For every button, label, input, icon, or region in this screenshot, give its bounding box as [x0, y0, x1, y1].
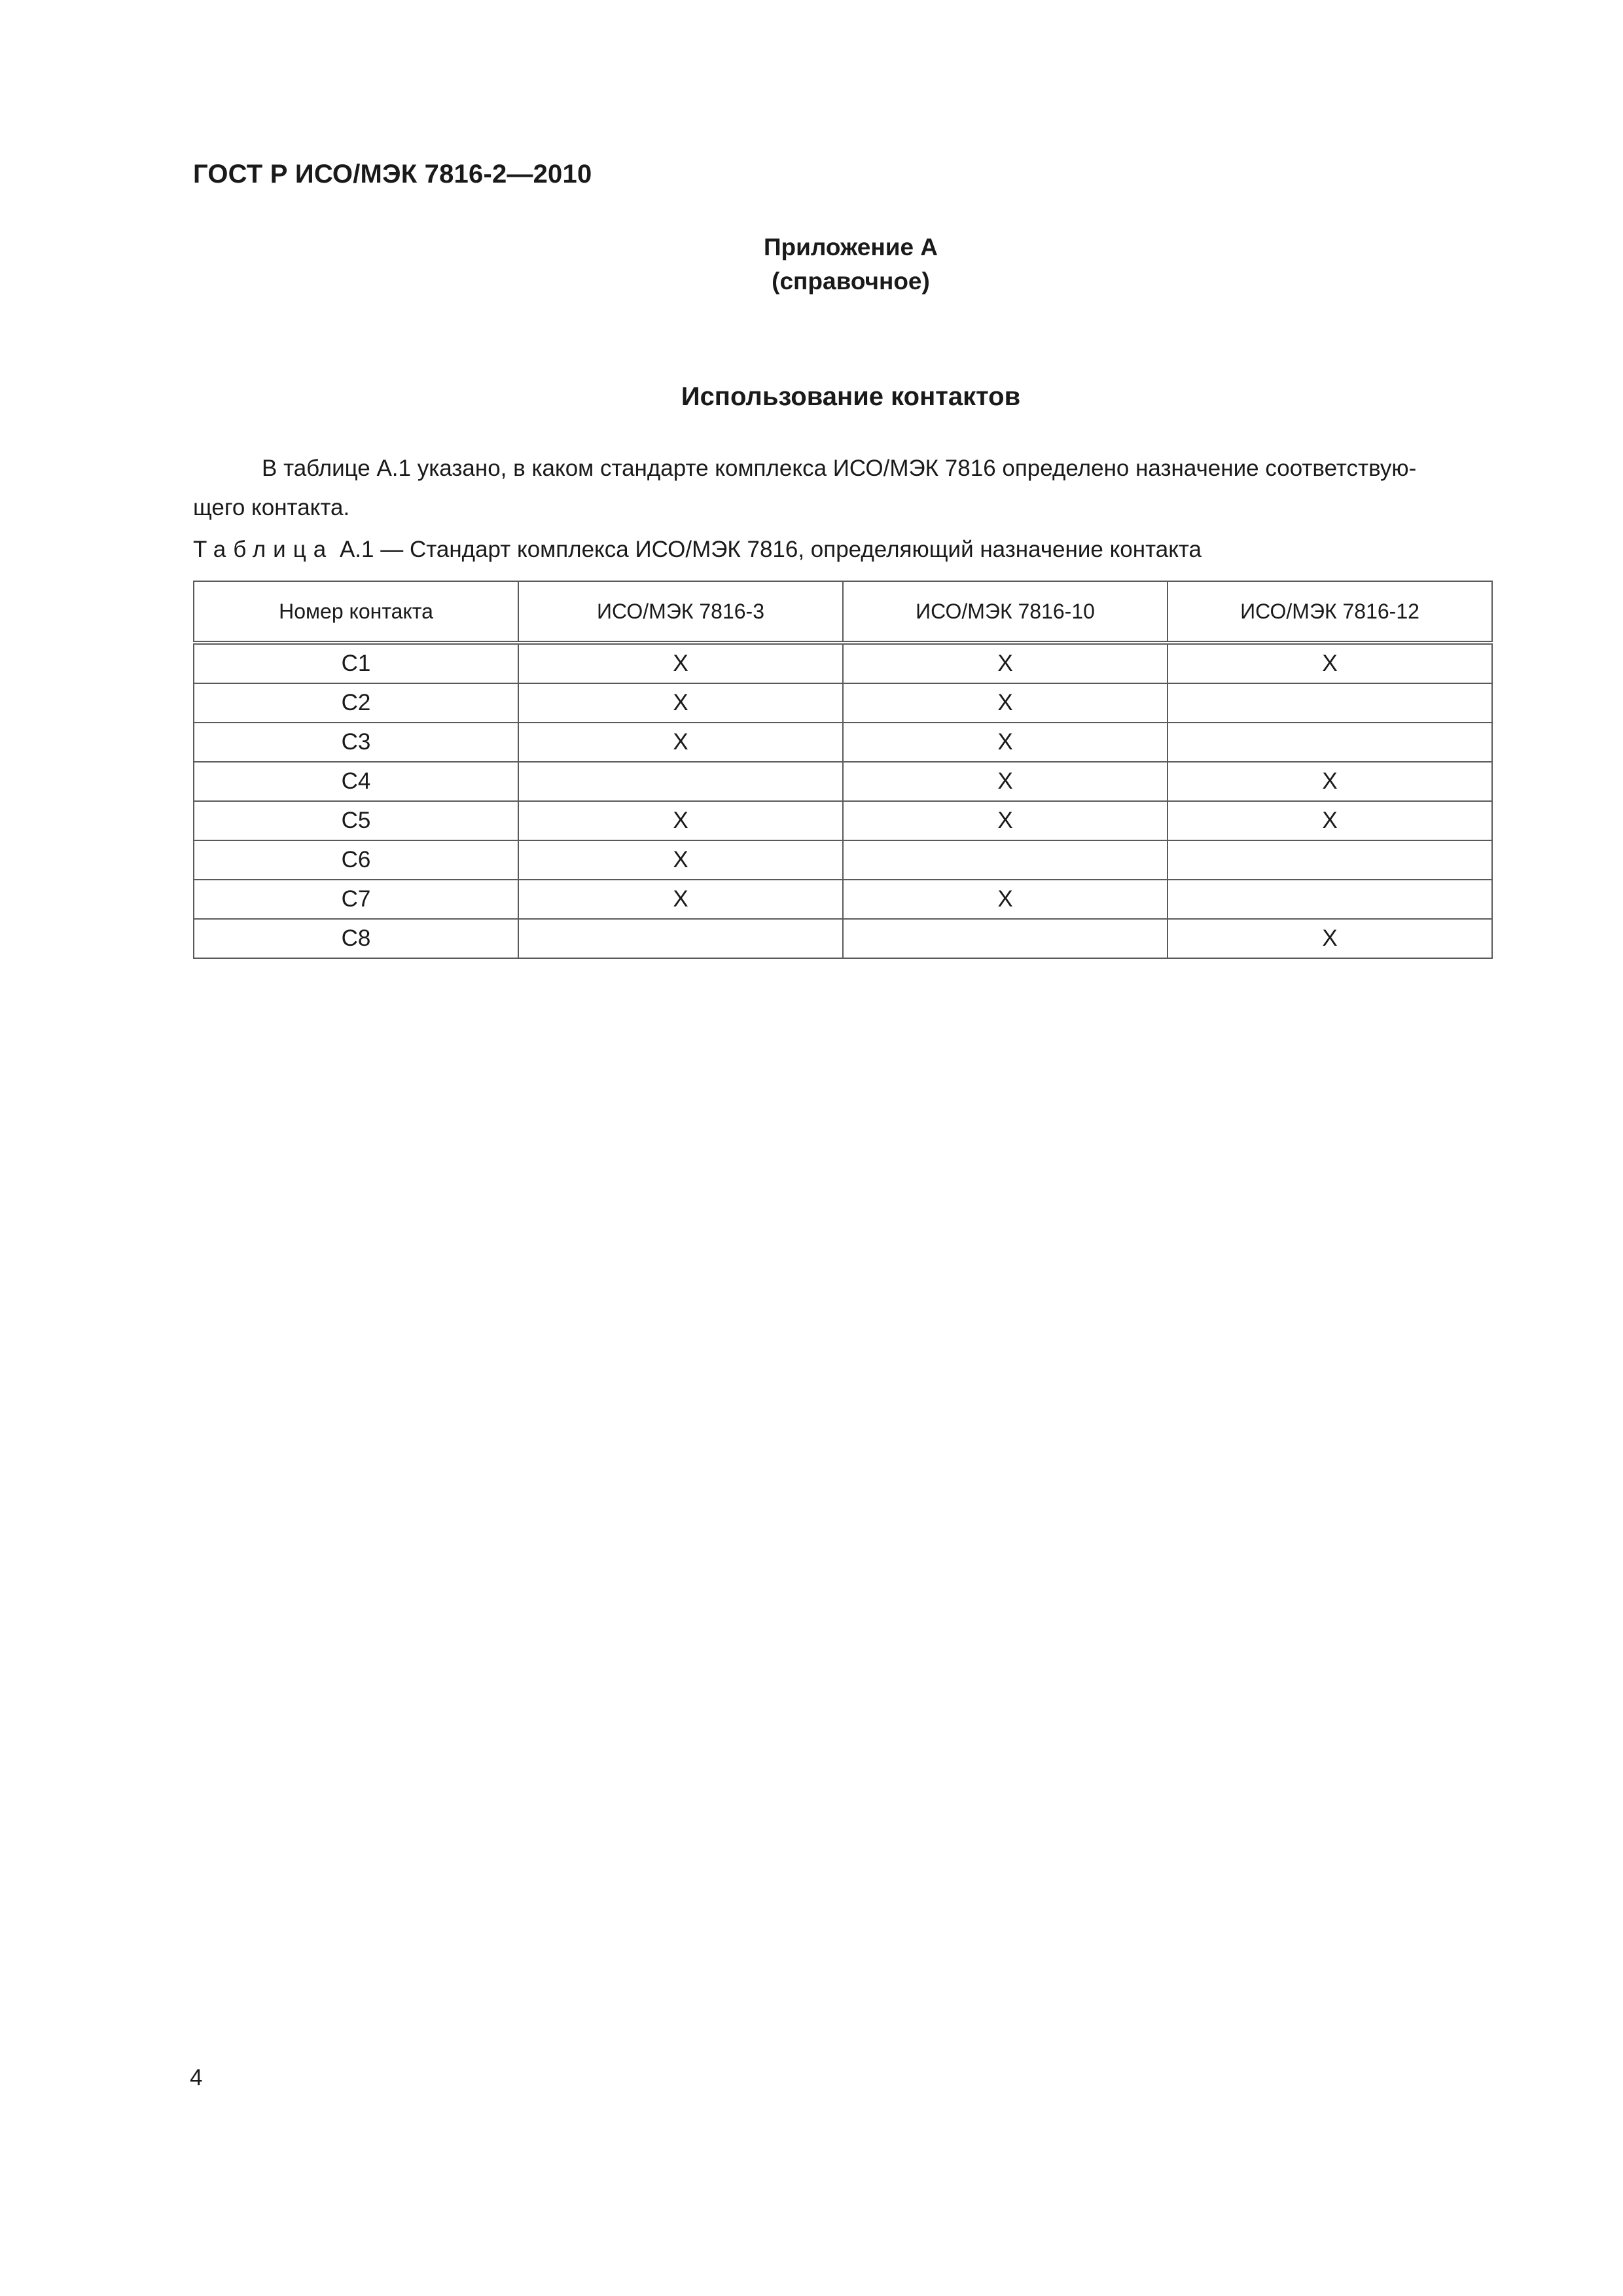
contact-number-cell: С8	[194, 919, 518, 958]
section-title: Использование контактов	[681, 382, 1021, 411]
contact-number-cell: С2	[194, 683, 518, 723]
table-cell: X	[843, 683, 1168, 723]
table-row	[194, 801, 1492, 840]
table-cell: X	[518, 840, 843, 880]
table-cell: X	[518, 880, 843, 919]
contact-number-cell: С4	[194, 762, 518, 801]
table-cell: X	[518, 723, 843, 762]
table-row	[194, 919, 1492, 958]
table-cell: X	[518, 643, 843, 683]
table-caption	[193, 537, 1202, 563]
contact-number-cell: С1	[194, 643, 518, 683]
table-cell: X	[1168, 643, 1492, 683]
table-cell: X	[843, 801, 1168, 840]
table-cell: X	[1168, 801, 1492, 840]
contact-number-cell: С6	[194, 840, 518, 880]
table-cell	[1168, 723, 1492, 762]
page-number: 4	[190, 2065, 203, 2090]
intro-line-2: щего контакта.	[193, 495, 350, 520]
table-cell: X	[1168, 762, 1492, 801]
table-cell: X	[518, 801, 843, 840]
column-header: ИСО/МЭК 7816-3	[518, 581, 843, 643]
table-row	[194, 762, 1492, 801]
table-cell	[1168, 683, 1492, 723]
table-caption-text: А.1 — Стандарт комплекса ИСО/МЭК 7816, определяющий назначение контакта	[333, 537, 1202, 562]
table-header-row	[194, 581, 1492, 643]
column-header: Номер контакта	[194, 581, 518, 643]
table-cell: X	[518, 683, 843, 723]
table-cell	[843, 919, 1168, 958]
column-header: ИСО/МЭК 7816-12	[1168, 581, 1492, 643]
table-caption-label: Таблица	[193, 537, 334, 562]
table-cell	[1168, 840, 1492, 880]
table-cell: X	[843, 880, 1168, 919]
table-row	[194, 880, 1492, 919]
contact-number-cell: С5	[194, 801, 518, 840]
intro-paragraph	[193, 449, 1502, 528]
intro-line-1: В таблице А.1 указано, в каком стандарте комплекса ИСО/МЭК 7816 определено назначение соответствую-	[262, 456, 1417, 481]
table-cell	[1168, 880, 1492, 919]
contact-number-cell: С3	[194, 723, 518, 762]
table-cell	[518, 762, 843, 801]
column-header: ИСО/МЭК 7816-10	[843, 581, 1168, 643]
appendix-heading	[720, 230, 982, 298]
table-cell: X	[1168, 919, 1492, 958]
table-row	[194, 840, 1492, 880]
table-row	[194, 683, 1492, 723]
table-cell: X	[843, 723, 1168, 762]
contact-number-cell: С7	[194, 880, 518, 919]
table-row	[194, 723, 1492, 762]
table-cell: X	[843, 762, 1168, 801]
table-row	[194, 643, 1492, 683]
document-header: ГОСТ Р ИСО/МЭК 7816-2—2010	[193, 160, 592, 188]
contacts-table	[193, 581, 1493, 959]
table-cell	[843, 840, 1168, 880]
table-cell: X	[843, 643, 1168, 683]
table-cell	[518, 919, 843, 958]
appendix-type: (справочное)	[772, 268, 930, 295]
appendix-title: Приложение А	[763, 234, 938, 260]
